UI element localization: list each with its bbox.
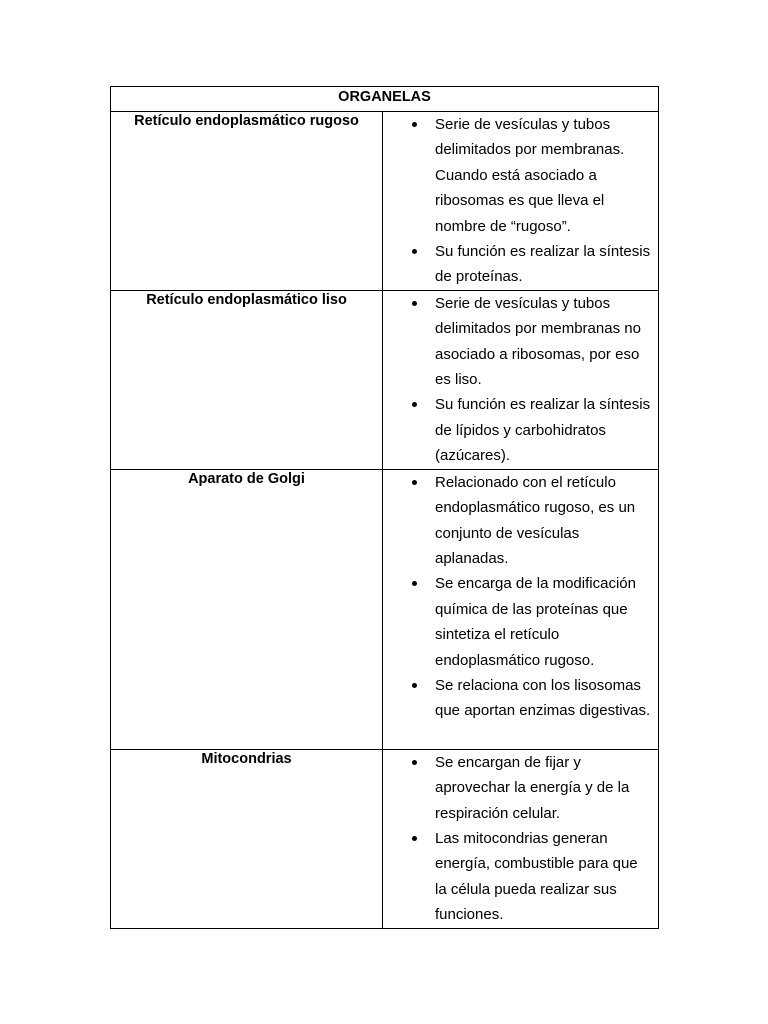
list-item <box>383 571 658 673</box>
list-item <box>383 239 658 290</box>
bullet-icon <box>412 760 417 765</box>
document-page <box>110 86 658 929</box>
bullet-text: Se encarga de la modificación química de las proteínas que sintetiza el retículo endoplasmático rugoso. <box>435 575 636 669</box>
bullet-text: Se encargan de fijar y aprovechar la energía y de la respiración celular. <box>435 753 630 822</box>
bullet-icon <box>412 683 417 688</box>
list-item <box>383 470 658 572</box>
table-row <box>111 469 659 749</box>
table-title: ORGANELAS <box>111 87 659 112</box>
bullet-text: Su función es realizar la síntesis de proteínas. <box>435 243 651 286</box>
bullet-icon <box>412 249 417 254</box>
bullet-list <box>383 112 658 290</box>
bullet-text: Relacionado con el retículo endoplasmático rugoso, es un conjunto de vesículas aplanadas. <box>435 473 636 567</box>
table-row <box>111 290 659 469</box>
bullet-text: Las mitocondrias generan energía, combustible para que la célula pueda realizar sus funciones. <box>435 829 638 924</box>
bullet-icon <box>412 581 417 586</box>
organelles-table <box>110 86 659 929</box>
bullet-text: Se relaciona con los lisosomas que aportan enzimas digestivas. <box>435 676 651 720</box>
bullet-list <box>383 470 658 724</box>
organelle-description <box>383 469 659 749</box>
list-item <box>383 826 658 928</box>
table-row <box>111 112 659 291</box>
list-item <box>383 392 658 468</box>
organelle-description <box>383 290 659 469</box>
list-item <box>383 112 658 239</box>
bullet-text: Su función es realizar la síntesis de lípidos y carbohidratos (azúcares). <box>435 396 651 465</box>
bullet-icon <box>412 122 417 127</box>
list-item <box>383 750 658 826</box>
organelle-name: Retículo endoplasmático rugoso <box>111 112 383 291</box>
organelle-description <box>383 749 659 928</box>
bullet-text: Serie de vesículas y tubos delimitados por membranas no asociado a ribosomas, por eso es liso. <box>435 294 641 389</box>
organelle-name: Mitocondrias <box>111 749 383 928</box>
organelle-name: Retículo endoplasmático liso <box>111 290 383 469</box>
table-title-row <box>111 87 659 112</box>
bullet-icon <box>412 836 417 841</box>
list-item <box>383 673 658 724</box>
bullet-icon <box>412 301 417 306</box>
list-item <box>383 291 658 393</box>
bullet-icon <box>412 402 417 407</box>
organelle-description <box>383 112 659 291</box>
bullet-icon <box>412 480 417 485</box>
bullet-text: Serie de vesículas y tubos delimitados por membranas. Cuando está asociado a ribosomas es que lleva el nombre de “rugoso”. <box>435 116 625 235</box>
bullet-list <box>383 291 658 469</box>
bullet-list <box>383 750 658 928</box>
organelle-name: Aparato de Golgi <box>111 469 383 749</box>
table-row <box>111 749 659 928</box>
